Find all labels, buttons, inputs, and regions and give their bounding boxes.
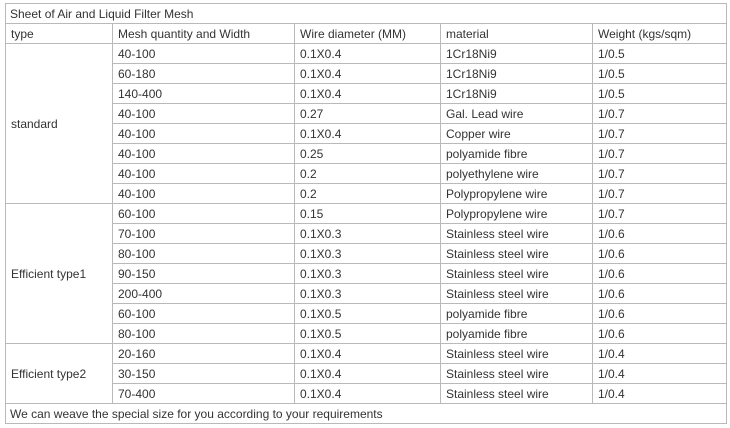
header-mesh-quantity: Mesh quantity and Width xyxy=(113,24,295,44)
table-title-row xyxy=(6,4,727,24)
material-cell: 1Cr18Ni9 xyxy=(441,84,593,104)
table-row xyxy=(6,304,727,324)
weight-cell: 1/0.6 xyxy=(593,224,727,244)
header-weight: Weight (kgs/sqm) xyxy=(593,24,727,44)
mesh-quantity-cell: 60-180 xyxy=(113,64,295,84)
table-row xyxy=(6,184,727,204)
wire-diameter-cell: 0.1X0.3 xyxy=(295,264,441,284)
mesh-quantity-cell: 40-100 xyxy=(113,44,295,64)
table-row xyxy=(6,384,727,404)
mesh-quantity-cell: 40-100 xyxy=(113,124,295,144)
weight-cell: 1/0.4 xyxy=(593,364,727,384)
table-row xyxy=(6,264,727,284)
weight-cell: 1/0.6 xyxy=(593,244,727,264)
wire-diameter-cell: 0.1X0.4 xyxy=(295,44,441,64)
weight-cell: 1/0.4 xyxy=(593,344,727,364)
material-cell: Copper wire xyxy=(441,124,593,144)
weight-cell: 1/0.7 xyxy=(593,184,727,204)
table-row xyxy=(6,284,727,304)
weight-cell: 1/0.5 xyxy=(593,44,727,64)
material-cell: Stainless steel wire xyxy=(441,384,593,404)
table-row xyxy=(6,204,727,224)
type-group-cell: Efficient type1 xyxy=(6,204,113,344)
wire-diameter-cell: 0.27 xyxy=(295,104,441,124)
wire-diameter-cell: 0.2 xyxy=(295,184,441,204)
weight-cell: 1/0.7 xyxy=(593,144,727,164)
material-cell: polyethylene wire xyxy=(441,164,593,184)
wire-diameter-cell: 0.1X0.3 xyxy=(295,224,441,244)
mesh-quantity-cell: 70-100 xyxy=(113,224,295,244)
weight-cell: 1/0.7 xyxy=(593,124,727,144)
wire-diameter-cell: 0.1X0.4 xyxy=(295,364,441,384)
mesh-quantity-cell: 30-150 xyxy=(113,364,295,384)
material-cell: Stainless steel wire xyxy=(441,244,593,264)
table-row xyxy=(6,104,727,124)
wire-diameter-cell: 0.1X0.4 xyxy=(295,84,441,104)
wire-diameter-cell: 0.1X0.4 xyxy=(295,64,441,84)
material-cell: polyamide fibre xyxy=(441,144,593,164)
mesh-quantity-cell: 80-100 xyxy=(113,324,295,344)
weight-cell: 1/0.5 xyxy=(593,84,727,104)
table-row xyxy=(6,44,727,64)
weight-cell: 1/0.7 xyxy=(593,204,727,224)
material-cell: Stainless steel wire xyxy=(441,224,593,244)
wire-diameter-cell: 0.1X0.3 xyxy=(295,244,441,264)
material-cell: 1Cr18Ni9 xyxy=(441,64,593,84)
table-footer-note: We can weave the special size for you according to your requirements xyxy=(6,404,727,424)
wire-diameter-cell: 0.1X0.5 xyxy=(295,324,441,344)
wire-diameter-cell: 0.2 xyxy=(295,164,441,184)
header-wire-diameter: Wire diameter (MM) xyxy=(295,24,441,44)
table-row xyxy=(6,164,727,184)
material-cell: Polypropylene wire xyxy=(441,184,593,204)
mesh-quantity-cell: 40-100 xyxy=(113,164,295,184)
table-row xyxy=(6,124,727,144)
table-row xyxy=(6,84,727,104)
material-cell: Stainless steel wire xyxy=(441,364,593,384)
material-cell: polyamide fibre xyxy=(441,304,593,324)
material-cell: Stainless steel wire xyxy=(441,344,593,364)
mesh-quantity-cell: 60-100 xyxy=(113,204,295,224)
wire-diameter-cell: 0.15 xyxy=(295,204,441,224)
wire-diameter-cell: 0.25 xyxy=(295,144,441,164)
weight-cell: 1/0.6 xyxy=(593,304,727,324)
table-row xyxy=(6,344,727,364)
material-cell: Gal. Lead wire xyxy=(441,104,593,124)
wire-diameter-cell: 0.1X0.3 xyxy=(295,284,441,304)
material-cell: polyamide fibre xyxy=(441,324,593,344)
material-cell: Stainless steel wire xyxy=(441,284,593,304)
mesh-quantity-cell: 20-160 xyxy=(113,344,295,364)
weight-cell: 1/0.7 xyxy=(593,104,727,124)
table-row xyxy=(6,224,727,244)
header-material: material xyxy=(441,24,593,44)
filter-mesh-sheet xyxy=(5,3,727,424)
mesh-quantity-cell: 40-100 xyxy=(113,104,295,124)
mesh-quantity-cell: 200-400 xyxy=(113,284,295,304)
weight-cell: 1/0.4 xyxy=(593,384,727,404)
filter-mesh-table xyxy=(5,3,727,424)
mesh-quantity-cell: 40-100 xyxy=(113,144,295,164)
mesh-quantity-cell: 90-150 xyxy=(113,264,295,284)
weight-cell: 1/0.5 xyxy=(593,64,727,84)
weight-cell: 1/0.6 xyxy=(593,324,727,344)
table-row xyxy=(6,364,727,384)
table-row xyxy=(6,144,727,164)
type-group-cell: Efficient type2 xyxy=(6,344,113,404)
mesh-quantity-cell: 60-100 xyxy=(113,304,295,324)
wire-diameter-cell: 0.1X0.4 xyxy=(295,124,441,144)
weight-cell: 1/0.6 xyxy=(593,284,727,304)
table-footer-row xyxy=(6,404,727,424)
wire-diameter-cell: 0.1X0.4 xyxy=(295,384,441,404)
mesh-quantity-cell: 80-100 xyxy=(113,244,295,264)
mesh-quantity-cell: 70-400 xyxy=(113,384,295,404)
weight-cell: 1/0.7 xyxy=(593,164,727,184)
wire-diameter-cell: 0.1X0.4 xyxy=(295,344,441,364)
material-cell: 1Cr18Ni9 xyxy=(441,44,593,64)
table-title: Sheet of Air and Liquid Filter Mesh xyxy=(6,4,727,24)
material-cell: Stainless steel wire xyxy=(441,264,593,284)
weight-cell: 1/0.6 xyxy=(593,264,727,284)
table-row xyxy=(6,324,727,344)
material-cell: Polypropylene wire xyxy=(441,204,593,224)
table-row xyxy=(6,244,727,264)
mesh-quantity-cell: 40-100 xyxy=(113,184,295,204)
table-header-row xyxy=(6,24,727,44)
type-group-cell: standard xyxy=(6,44,113,204)
wire-diameter-cell: 0.1X0.5 xyxy=(295,304,441,324)
mesh-quantity-cell: 140-400 xyxy=(113,84,295,104)
table-row xyxy=(6,64,727,84)
header-type: type xyxy=(6,24,113,44)
